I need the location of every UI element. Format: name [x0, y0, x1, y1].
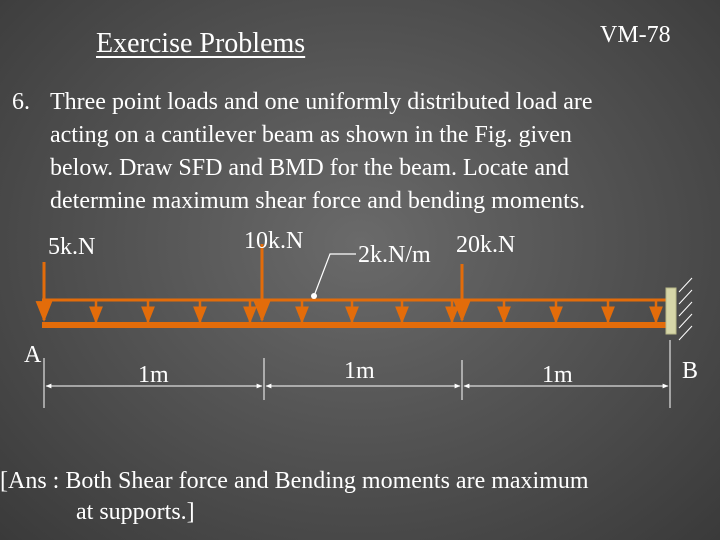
span-label-2: 1m	[344, 358, 375, 384]
problem-number: 6.	[12, 89, 30, 115]
span-label-1: 1m	[138, 362, 169, 388]
udl-leader	[311, 254, 356, 299]
problem-line-4: determine maximum shear force and bending moments.	[50, 188, 586, 214]
load-label-20kn: 20k.N	[456, 232, 516, 258]
problem-line-2: acting on a cantilever beam as shown in the Fig. given	[50, 122, 572, 148]
slide-title: Exercise Problems	[96, 28, 306, 59]
beam	[42, 322, 668, 328]
span-label-3: 1m	[542, 362, 573, 388]
point-label-a: A	[24, 342, 42, 368]
udl-load	[42, 300, 668, 322]
load-label-udl: 2k.N/m	[358, 242, 431, 268]
load-label-5kn: 5k.N	[48, 234, 96, 260]
answer-line-2: at supports.]	[76, 499, 195, 525]
answer-text	[0, 466, 589, 528]
answer-line-1: [Ans : Both Shear force and Bending moments are maximum	[0, 468, 589, 494]
slide-code: VM-78	[600, 22, 671, 48]
fixed-support	[666, 278, 692, 340]
problem-line-1: Three point loads and one uniformly distributed load are	[50, 89, 593, 115]
load-label-10kn: 10k.N	[244, 228, 304, 254]
point-label-b: B	[682, 358, 699, 384]
problem-line-3: below. Draw SFD and BMD for the beam. Locate and	[50, 155, 569, 181]
